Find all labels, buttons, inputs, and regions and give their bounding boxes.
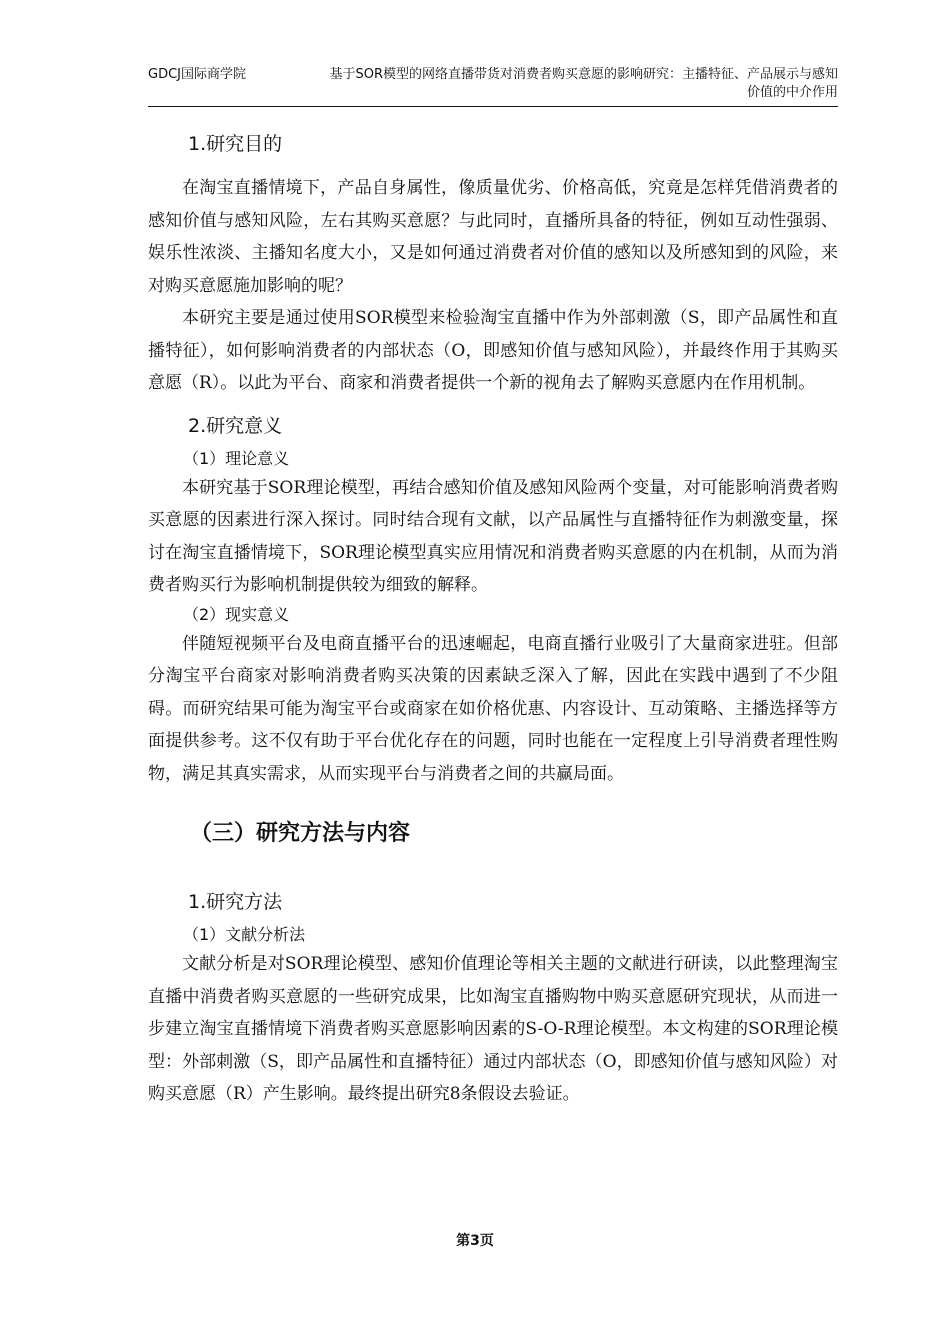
heading-practical-significance: （2）现实意义 [183, 604, 290, 624]
purpose-paragraph-2: 本研究主要是通过使用SOR模型来检验淘宝直播中作为外部刺激（S，即产品属性和直播特征），如何影响消费者的内部状态（O，即感知价值与感知风险），并最终作用于其购买意愿（R）。以此为平台、商家和消费者提供一个新的视角去了解购买意愿内在作用机制。 [148, 308, 838, 393]
header-title-line2: 价值的中介作用 [746, 85, 838, 100]
header-title-line1: 基于SOR模型的网络直播带货对消费者购买意愿的影响研究：主播特征、产品展示与感知 [329, 67, 838, 82]
purpose-paragraph-1: 在淘宝直播情境下，产品自身属性，像质量优劣、价格高低，究竟是怎样凭借消费者的感知价值与感知风险，左右其购买意愿？与此同时，直播所具备的特征，例如互动性强弱、娱乐性浓淡、主播知名度大小，又是如何通过消费者对价值的感知以及所感知到的风险，来对购买意愿施加影响的呢？ [148, 178, 838, 296]
page-body [148, 130, 838, 1111]
theory-paragraph: 本研究基于SOR理论模型，再结合感知价值及感知风险两个变量，对可能影响消费者购买意愿的因素进行深入探讨。同时结合现有文献，以产品属性与直播特征作为刺激变量，探讨在淘宝直播情境下，SOR理论模型真实应用情况和消费者购买意愿的内在机制，从而为消费者购买行为影响机制提供较为细致的解释。 [148, 477, 838, 595]
heading-research-methods: 1.研究方法 [188, 891, 283, 913]
heading-research-significance: 2.研究意义 [188, 414, 283, 437]
page-number: 第3页 [456, 1233, 494, 1249]
heading-literature-analysis: （1）文献分析法 [183, 925, 306, 944]
practice-paragraph: 伴随短视频平台及电商直播平台的迅速崛起，电商直播行业吸引了大量商家进驻。但部分淘宝平台商家对影响消费者购买决策的因素缺乏深入了解，因此在实践中遇到了不少阻碍。而研究结果可能为淘宝平台或商家在如价格优惠、内容设计、互动策略、主播选择等方面提供参考。这不仅有助于平台优化存在的问题，同时也能在一定程度上引导消费者理性购物，满足其真实需求，从而实现平台与消费者之间的共赢局面。 [148, 633, 838, 784]
header-institution: GDCJ国际商学院 [148, 67, 246, 82]
heading-research-purpose: 1.研究目的 [188, 133, 283, 155]
page-header [148, 66, 838, 102]
literature-paragraph: 文献分析是对SOR理论模型、感知价值理论等相关主题的文献进行研读，以此整理淘宝直播中消费者购买意愿的一些研究成果，比如淘宝直播购物中购买意愿研究现状，从而进一步建立淘宝直播情境下消费者购买意愿影响因素的S-O-R理论模型。本文构建的SOR理论模型：外部刺激（S，即产品属性和直播特征）通过内部状态（O，即感知价值与感知风险）对购买意愿（R）产生影响。最终提出研究8条假设去验证。 [148, 954, 838, 1104]
heading-methods-and-content: （三）研究方法与内容 [190, 821, 411, 846]
header-divider [148, 106, 838, 107]
heading-theoretical-significance: （1）理论意义 [183, 448, 290, 468]
